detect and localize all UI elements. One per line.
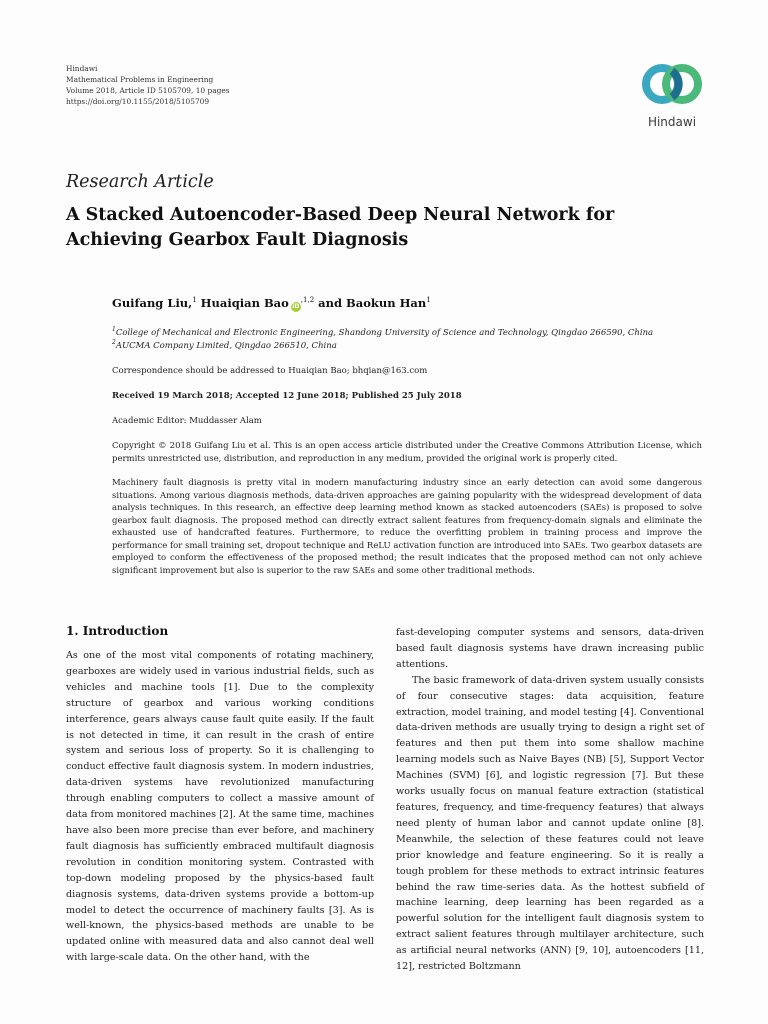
journal-header bbox=[66, 63, 230, 107]
affiliation-2 bbox=[112, 339, 337, 351]
section-heading: 1. Introduction bbox=[66, 624, 169, 638]
author-name[interactable]: and Baokun Han bbox=[318, 296, 427, 310]
affiliation-number: 1 bbox=[112, 326, 116, 333]
author-name[interactable]: Huaiqian Bao bbox=[200, 296, 289, 310]
paragraph: The basic framework of data-driven system usually consists of four consecutive stages: data acquisition, feature extraction, model training, and model testing [4]. Conventional data-driven methods are usually trying to design a right set of features and then put them into some shallow machine learning models such as Naive Bayes (NB) [5], Support Vector Machines (SVM) [6], and logistic regression [7]. But these works usually focus on manual feature extraction (statistical features, frequency, and time-frequency features) that always need plenty of human labor and cannot update online [8]. Meanwhile, the selection of these features could not leave prior knowledge and feature engineering. So it is really a tough problem for these methods to extract intrinsic features behind the raw time-series data. As the hottest subfield of machine learning, deep learning has been regarded as a powerful solution for the intelligent fault diagnosis system to extract salient features through multilayer architecture, such as artificial neural networks (ANN) [9, 10], autoencoders [11, 12], restricted Boltzmann bbox=[396, 674, 704, 973]
copyright-notice: Copyright © 2018 Guifang Liu et al. This is an open access article distributed under the Creative Commons Attribution License, which permits unrestricted use, distribution, and reproduction in any medium, provided the original work is properly cited. bbox=[112, 441, 702, 464]
academic-editor: Academic Editor: Muddasser Alam bbox=[112, 416, 262, 426]
left-column bbox=[66, 648, 374, 966]
correspondence: Correspondence should be addressed to Huaiqian Bao; bhqian@163.com bbox=[112, 366, 428, 376]
affiliation-1 bbox=[112, 326, 653, 338]
hindawi-logo[interactable] bbox=[636, 58, 708, 130]
paragraph: fast-developing computer systems and sensors, data-driven based fault diagnosis systems have drawn increasing public attentions. bbox=[396, 627, 704, 670]
logo-text: Hindawi bbox=[647, 115, 697, 129]
affiliation-marker: 1 bbox=[426, 296, 431, 304]
author-list bbox=[112, 296, 431, 312]
affiliation-number: 2 bbox=[112, 339, 116, 346]
affiliation-marker: ,1,2 bbox=[300, 296, 315, 304]
hindawi-rings-icon bbox=[636, 58, 708, 114]
right-column bbox=[396, 625, 704, 975]
orcid-icon[interactable]: iD bbox=[292, 303, 300, 310]
publication-dates: Received 19 March 2018; Accepted 12 June 2018; Published 25 July 2018 bbox=[112, 391, 462, 401]
abstract: Machinery fault diagnosis is pretty vital in modern manufacturing industry since an early detection can avoid some dangerous situations. Among various diagnosis methods, data-driven approaches are gaining popularity with the widespread development of data analysis techniques. In this research, an effective deep learning method known as stacked autoencoders (SAEs) is proposed to solve gearbox fault diagnosis. The proposed method can directly extract salient features from frequency-domain signals and eliminate the exhausted use of handcrafted features. Furthermore, to reduce the overfitting problem in training process and improve the performance for small training set, dropout technique and ReLU activation function are introduced into SAEs. Two gearbox datasets are employed to conform the effectiveness of the proposed method; the result indicates that the proposed method can not only achieve significant improvement but also is superior to the raw SAEs and some other traditional methods. bbox=[112, 478, 702, 576]
affiliation-text: AUCMA Company Limited, Qingdao 266510, China bbox=[115, 341, 337, 351]
affiliation-marker: 1 bbox=[192, 296, 197, 304]
doi-link[interactable]: https://doi.org/10.1155/2018/5105709 bbox=[66, 97, 210, 106]
article-title: A Stacked Autoencoder-Based Deep Neural Network for Achieving Gearbox Fault Diagnosis bbox=[66, 205, 615, 250]
journal-name: Mathematical Problems in Engineering bbox=[66, 75, 214, 84]
publisher-name: Hindawi bbox=[66, 64, 98, 73]
affiliation-text: College of Mechanical and Electronic Engineering, Shandong University of Science and Technology, Qingdao 266590, China bbox=[115, 328, 654, 338]
article-type: Research Article bbox=[66, 172, 214, 192]
volume-info: Volume 2018, Article ID 5105709, 10 pages bbox=[66, 86, 230, 95]
paragraph: As one of the most vital components of rotating machinery, gearboxes are widely used in various industrial fields, such as vehicles and machine tools [1]. Due to the complexity structure of gearbox and various working conditions interference, gears always cause fault quite easily. If the fault is not detected in time, it can result in the crash of entire system and serious loss of property. So it is challenging to conduct effective fault diagnosis system. In modern industries, data-driven systems have revolutionized manufacturing through enabling computers to collect a massive amount of data from monitored machines [2]. At the same time, machines have also been more precise than ever before, and machinery fault diagnosis has sufficiently embraced multifault diagnosis revolution in condition monitoring system. Contrasted with top-down modeling proposed by the physics-based fault diagnosis systems, data-driven systems provide a bottom-up model to detect the occurrence of machinery faults [3]. As is well-known, the physics-based methods are unable to be updated online with measured data and also cannot deal well with large-scale data. On the other hand, with the bbox=[66, 650, 374, 964]
author-name[interactable]: Guifang Liu, bbox=[112, 296, 193, 310]
